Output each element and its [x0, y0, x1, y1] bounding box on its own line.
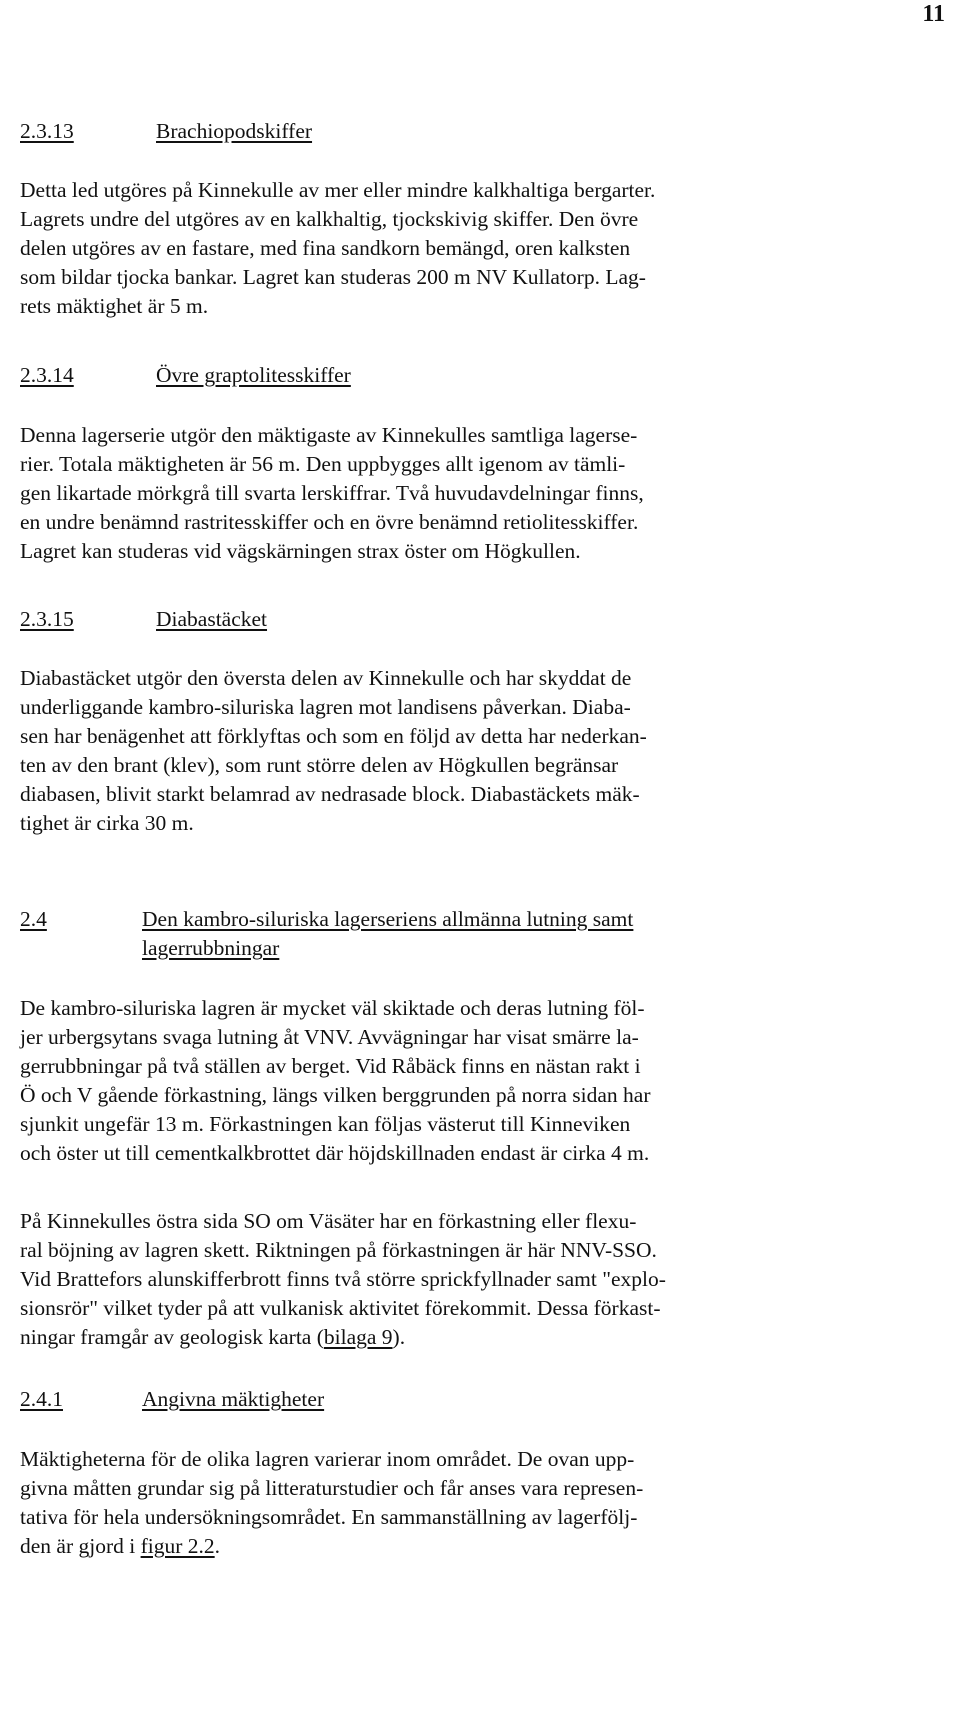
section-2-3-14	[20, 361, 920, 390]
text-line: Denna lagerserie utgör den mäktigaste av Kinnekulles samtliga lagerse-	[20, 423, 638, 447]
section-number: 2.4.1	[20, 1387, 63, 1411]
text-fragment: .	[214, 1534, 221, 1558]
bilaga-9-link[interactable]: bilaga 9	[323, 1325, 393, 1349]
section-number: 2.3.15	[20, 607, 74, 631]
text-line: tighet är cirka 30 m.	[20, 811, 194, 835]
text-line: och öster ut till cementkalkbrottet där höjdskillnaden endast är cirka 4 m.	[20, 1141, 650, 1165]
text-line: Ö och V gående förkastning, längs vilken berggrunden på norra sidan har	[20, 1083, 651, 1107]
text-line: en undre benämnd rastritesskiffer och en övre benämnd retiolitesskiffer.	[20, 510, 639, 534]
text-line-with-link	[20, 1532, 920, 1561]
section-number: 2.3.14	[20, 363, 74, 387]
section-title-continued	[20, 934, 920, 963]
text-line: sionsrör" vilket tyder på att vulkanisk aktivitet förekommit. Dessa förkast-	[20, 1296, 661, 1320]
section-title: Övre graptolitesskiffer	[156, 363, 351, 387]
text-line: sen har benägenhet att förklyftas och som en följd av detta har nederkan-	[20, 724, 647, 748]
section-heading	[20, 117, 920, 146]
paragraph	[20, 994, 920, 1168]
text-fragment: ningar framgår av geologisk karta (	[20, 1325, 324, 1349]
paragraph	[20, 1207, 920, 1352]
text-fragment: ).	[392, 1325, 406, 1349]
figur-2-2-link[interactable]: figur 2.2	[140, 1534, 215, 1558]
section-heading	[20, 1385, 920, 1414]
text-line: På Kinnekulles östra sida SO om Väsäter har en förkastning eller flexu-	[20, 1209, 637, 1233]
section-title: Angivna mäktigheter	[142, 1387, 325, 1411]
text-line: rets mäktighet är 5 m.	[20, 294, 209, 318]
text-line: tativa för hela undersökningsområdet. En sammanställning av lagerfölj-	[20, 1505, 638, 1529]
text-line: sjunkit ungefär 13 m. Förkastningen kan följas västerut till Kinneviken	[20, 1112, 631, 1136]
section-title-line2: lagerrubbningar	[142, 936, 280, 960]
text-line: Lagrets undre del utgöres av en kalkhaltig, tjockskivig skiffer. Den övre	[20, 207, 639, 231]
paragraph	[20, 176, 920, 321]
section-2-4	[20, 905, 920, 963]
text-line: gen likartade mörkgrå till svarta lerskiffrar. Två huvudavdelningar finns,	[20, 481, 644, 505]
section-heading	[20, 605, 920, 634]
paragraph	[20, 421, 920, 566]
section-heading	[20, 361, 920, 390]
text-line: Detta led utgöres på Kinnekulle av mer eller mindre kalkhaltiga bergarter.	[20, 178, 656, 202]
text-line: Mäktigheterna för de olika lagren varierar inom området. De ovan upp-	[20, 1447, 635, 1471]
section-2-4-1	[20, 1385, 920, 1414]
text-line: Lagret kan studeras vid vägskärningen strax öster om Högkullen.	[20, 539, 581, 563]
text-line: gerrubbningar på två ställen av berget. Vid Råbäck finns en nästan rakt i	[20, 1054, 641, 1078]
paragraph	[20, 1445, 920, 1561]
text-line: Vid Brattefors alunskifferbrott finns två större sprickfyllnader samt "explo-	[20, 1267, 666, 1291]
text-line: ten av den brant (klev), som runt större delen av Högkullen begränsar	[20, 753, 619, 777]
text-line: diabasen, blivit starkt belamrad av nedrasade block. Diabastäckets mäk-	[20, 782, 640, 806]
section-title: Den kambro-siluriska lagerseriens allmänna lutning samt	[142, 907, 634, 931]
text-line: underliggande kambro-siluriska lagren mot landisens påverkan. Diaba-	[20, 695, 631, 719]
text-line: givna måtten grundar sig på litteraturstudier och får anses vara represen-	[20, 1476, 644, 1500]
page-number: 11	[922, 1, 945, 27]
text-line: som bildar tjocka bankar. Lagret kan studeras 200 m NV Kullatorp. Lag-	[20, 265, 646, 289]
text-line-with-link	[20, 1323, 920, 1352]
section-number: 2.3.13	[20, 119, 74, 143]
section-number: 2.4	[20, 907, 47, 931]
section-2-3-13	[20, 117, 920, 146]
paragraph	[20, 664, 920, 838]
section-2-3-15	[20, 605, 920, 634]
text-line: jer urbergsytans svaga lutning åt VNV. Avvägningar har visat smärre la-	[20, 1025, 639, 1049]
section-title: Brachiopodskiffer	[156, 119, 313, 143]
text-fragment: den är gjord i	[20, 1534, 141, 1558]
text-line: ral böjning av lagren skett. Riktningen på förkastningen är här NNV-SSO.	[20, 1238, 657, 1262]
text-line: delen utgöres av en fastare, med fina sandkorn bemängd, oren kalksten	[20, 236, 631, 260]
text-line: rier. Totala mäktigheten är 56 m. Den uppbygges allt igenom av tämli-	[20, 452, 626, 476]
text-line: De kambro-siluriska lagren är mycket väl skiktade och deras lutning föl-	[20, 996, 645, 1020]
text-line: Diabastäcket utgör den översta delen av Kinnekulle och har skyddat de	[20, 666, 632, 690]
section-heading	[20, 905, 920, 934]
section-title: Diabastäcket	[156, 607, 268, 631]
